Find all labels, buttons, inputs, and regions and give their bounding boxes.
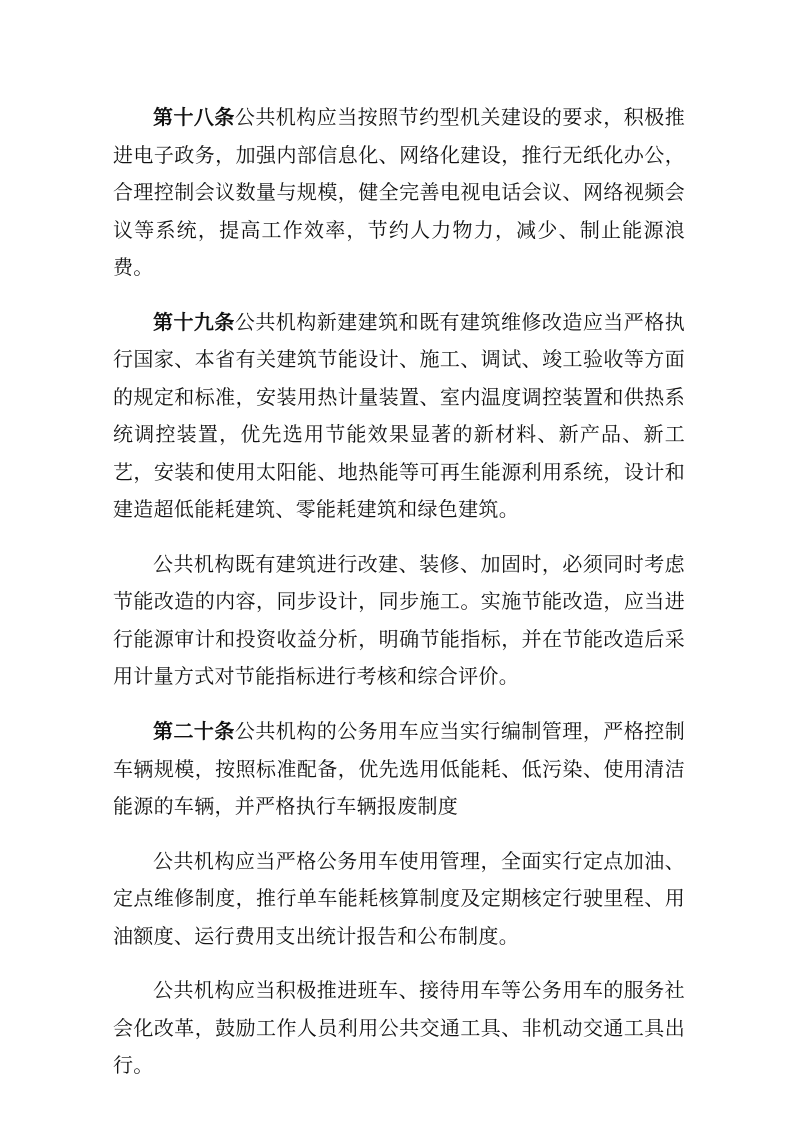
article-number: 第十九条 bbox=[153, 309, 235, 334]
paragraph-text: 公共机构应当按照节约型机关建设的要求，积极推进电子政务，加强内部信息化、网络化建设，推行无纸化办公，合理控制会议数量与规模，健全完善电视电话会议、网络视频会议等系统，提高工作效率，节约人力物力，减少、制止能源浪费。 bbox=[113, 105, 685, 279]
article-number: 第十八条 bbox=[153, 105, 235, 129]
paragraph-text: 公共机构应当积极推进班车、接待用车等公务用车的服务社会化改革，鼓励工作人员利用公共交通工具、非机动交通工具出行。 bbox=[113, 978, 685, 1078]
paragraph-text: 公共机构应当严格公务用车使用管理，全面实行定点加油、定点维修制度，推行单车能耗核算制度及定期核定行驶里程、用油额度、运行费用支出统计报告和公布制度。 bbox=[113, 848, 685, 948]
paragraph-text: 公共机构既有建筑进行改建、装修、加固时，必须同时考虑节能改造的内容，同步设计，同步施工。实施节能改造，应当进行能源审计和投资收益分析，明确节能指标，并在节能改造后采用计量方式对节能指标进行考核和综合评价。 bbox=[113, 551, 685, 689]
paragraph-article-19-sub bbox=[113, 546, 685, 696]
paragraph-article-19 bbox=[113, 304, 685, 529]
article-number: 第二十条 bbox=[153, 719, 235, 744]
paragraph-article-20-sub-1 bbox=[113, 843, 685, 956]
paragraph-article-18 bbox=[113, 99, 685, 287]
paragraph-text: 公共机构的公务用车应当实行编制管理，严格控制车辆规模，按照标准配备，优先选用低能耗、低污染、使用清洁能源的车辆，并严格执行车辆报废制度 bbox=[113, 719, 685, 819]
paragraph-article-20-sub-2 bbox=[113, 972, 685, 1085]
paragraph-text: 公共机构新建建筑和既有建筑维修改造应当严格执行国家、本省有关建筑节能设计、施工、调试、竣工验收等方面的规定和标准，安装用热计量装置、室内温度调控装置和供热系统调控装置，优先选用节能效果显著的新材料、新产品、新工艺，安装和使用太阳能、地热能等可再生能源利用系统，设计和建造超低能耗建筑、零能耗建筑和绿色建筑。 bbox=[113, 309, 685, 522]
paragraph-article-20 bbox=[113, 713, 685, 826]
document-body bbox=[113, 99, 685, 1102]
